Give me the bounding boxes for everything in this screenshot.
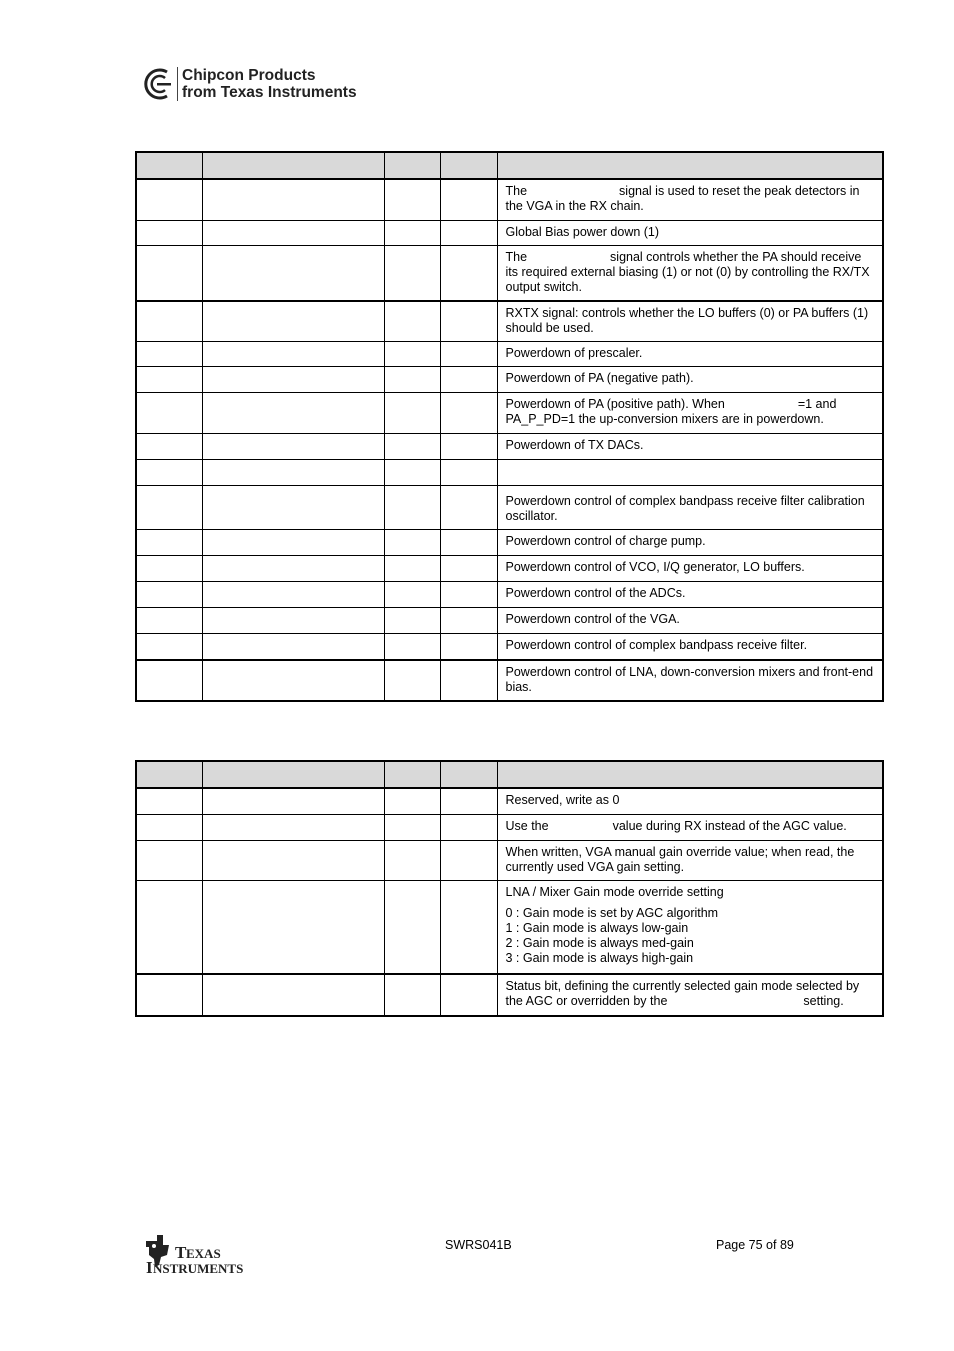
svg-text:I: I	[146, 1258, 153, 1275]
table-row	[136, 367, 883, 393]
empty-cell	[440, 974, 497, 1016]
description-text: setting.	[803, 994, 844, 1008]
table-row	[136, 880, 883, 974]
description-cell	[497, 608, 883, 634]
table-row	[136, 245, 883, 301]
description-cell	[497, 974, 883, 1016]
chipcon-logo-icon	[143, 67, 175, 101]
empty-cell	[202, 530, 384, 556]
empty-cell	[384, 393, 440, 434]
description-text: Powerdown control of charge pump.	[505, 534, 706, 548]
empty-cell	[136, 814, 202, 840]
table-row	[136, 486, 883, 530]
empty-cell	[440, 301, 497, 342]
table-row	[136, 974, 883, 1016]
empty-cell	[136, 179, 202, 220]
empty-cell	[384, 582, 440, 608]
description-cell	[497, 460, 883, 486]
empty-cell	[440, 434, 497, 460]
description-cell	[497, 301, 883, 342]
empty-cell	[384, 220, 440, 245]
description-text: Powerdown control of VCO, I/Q generator, LO buffers.	[505, 560, 805, 574]
empty-cell	[202, 486, 384, 530]
empty-cell	[440, 342, 497, 367]
table-row	[136, 814, 883, 840]
empty-cell	[202, 434, 384, 460]
header-cell	[497, 761, 883, 788]
empty-cell	[440, 582, 497, 608]
table-row	[136, 788, 883, 814]
description-text: Reserved, write as 0	[505, 793, 620, 807]
description-cell	[497, 530, 883, 556]
description-cell	[497, 788, 883, 814]
empty-cell	[136, 634, 202, 660]
header-cell	[136, 761, 202, 788]
empty-cell	[202, 245, 384, 301]
empty-cell	[384, 434, 440, 460]
description-text: Powerdown control of LNA, down-conversion mixers and front-end bias.	[505, 664, 874, 694]
empty-cell	[136, 608, 202, 634]
description-text: When written, VGA manual gain override value; when read, the currently used VGA gain setting.	[505, 844, 855, 874]
page-number: Page 75 of 89	[716, 1238, 794, 1252]
empty-cell	[136, 556, 202, 582]
empty-cell	[202, 608, 384, 634]
empty-cell	[202, 460, 384, 486]
empty-cell	[440, 840, 497, 880]
empty-cell	[384, 974, 440, 1016]
table-row	[136, 608, 883, 634]
table-row	[136, 582, 883, 608]
empty-cell	[136, 660, 202, 701]
description-text: Powerdown control of complex bandpass receive filter.	[505, 638, 808, 652]
table-row	[136, 660, 883, 701]
table-header-row	[136, 152, 883, 179]
description-cell	[497, 486, 883, 530]
empty-cell	[202, 582, 384, 608]
header-cell	[497, 152, 883, 179]
description-text: Powerdown control of complex bandpass receive filter calibration oscillator.	[505, 494, 865, 523]
header-cell	[384, 152, 440, 179]
ti-logo-icon	[143, 1233, 263, 1275]
empty-cell	[384, 660, 440, 701]
register-table-1	[135, 151, 884, 702]
table-row	[136, 634, 883, 660]
table-row	[136, 393, 883, 434]
table-header-row	[136, 761, 883, 788]
empty-cell	[384, 880, 440, 974]
description-cell	[497, 434, 883, 460]
empty-cell	[202, 814, 384, 840]
empty-cell	[384, 342, 440, 367]
description-text: signal is used to reset the peak detectors in the VGA in the RX chain.	[505, 184, 860, 213]
description-cell	[497, 556, 883, 582]
description-text: Powerdown of TX DACs.	[505, 438, 644, 452]
brand-text	[177, 67, 357, 101]
empty-cell	[202, 393, 384, 434]
empty-cell	[202, 634, 384, 660]
description-cell	[497, 634, 883, 660]
description-text: Powerdown of prescaler.	[505, 346, 643, 360]
header-cell	[136, 152, 202, 179]
description-cell	[497, 393, 883, 434]
table-row	[136, 301, 883, 342]
empty-cell	[202, 556, 384, 582]
header-cell	[202, 152, 384, 179]
empty-cell	[384, 460, 440, 486]
empty-cell	[202, 840, 384, 880]
empty-cell	[202, 342, 384, 367]
empty-cell	[384, 530, 440, 556]
empty-cell	[384, 301, 440, 342]
empty-cell	[384, 608, 440, 634]
table-row	[136, 342, 883, 367]
description-cell	[497, 840, 883, 880]
description-cell	[497, 179, 883, 220]
empty-cell	[202, 179, 384, 220]
svg-text:NSTRUMENTS: NSTRUMENTS	[153, 1261, 244, 1275]
description-text: Use the	[505, 818, 549, 833]
svg-text:T: T	[175, 1243, 187, 1262]
empty-cell	[136, 434, 202, 460]
empty-cell	[136, 367, 202, 393]
empty-cell	[440, 245, 497, 301]
empty-cell	[136, 486, 202, 530]
empty-cell	[440, 556, 497, 582]
empty-cell	[202, 788, 384, 814]
description-text: signal controls whether the PA should receive its required external biasing (1) or not (0) by controlling the RX/TX output switch.	[505, 249, 870, 294]
description-text: Global Bias power down (1)	[505, 224, 660, 239]
header-cell	[440, 761, 497, 788]
ti-logo	[143, 1233, 263, 1275]
header-cell	[440, 152, 497, 179]
empty-cell	[202, 220, 384, 245]
description-text: =1 and PA_P_PD=1 the up-conversion mixers are in powerdown.	[505, 397, 837, 426]
empty-cell	[384, 556, 440, 582]
empty-cell	[440, 660, 497, 701]
empty-cell	[440, 880, 497, 974]
description-text: Powerdown of PA (positive path). When	[505, 397, 725, 411]
empty-cell	[440, 220, 497, 245]
description-text: The	[505, 184, 528, 198]
empty-cell	[384, 840, 440, 880]
empty-cell	[440, 460, 497, 486]
empty-cell	[136, 393, 202, 434]
description-text: Powerdown of PA (negative path).	[505, 371, 694, 385]
brand-line2: from Texas Instruments	[182, 84, 357, 101]
empty-cell	[136, 301, 202, 342]
header-cell	[384, 761, 440, 788]
table-row	[136, 530, 883, 556]
description-text: Status bit, defining the currently selected gain mode selected by the AGC or overridden by the	[505, 979, 860, 1008]
description-text: The	[505, 249, 528, 264]
description-cell	[497, 245, 883, 301]
empty-cell	[136, 220, 202, 245]
description-cell	[497, 367, 883, 393]
empty-cell	[136, 788, 202, 814]
description-text: Powerdown control of the ADCs.	[505, 586, 686, 600]
empty-cell	[440, 367, 497, 393]
empty-cell	[440, 530, 497, 556]
brand-line1: Chipcon Products	[182, 67, 316, 84]
svg-text:EXAS: EXAS	[186, 1246, 221, 1261]
description-cell	[497, 660, 883, 701]
empty-cell	[440, 393, 497, 434]
empty-cell	[384, 788, 440, 814]
doc-id: SWRS041B	[445, 1238, 512, 1252]
empty-cell	[136, 245, 202, 301]
description-cell	[497, 220, 883, 245]
empty-cell	[136, 880, 202, 974]
empty-cell	[384, 634, 440, 660]
empty-cell	[440, 814, 497, 840]
empty-cell	[136, 342, 202, 367]
empty-cell	[440, 486, 497, 530]
empty-cell	[384, 245, 440, 301]
empty-cell	[440, 634, 497, 660]
description-cell	[497, 342, 883, 367]
description-cell	[497, 582, 883, 608]
table-row	[136, 220, 883, 245]
empty-cell	[136, 840, 202, 880]
description-text: RXTX signal: controls whether the LO buffers (0) or PA buffers (1) should be used.	[505, 305, 869, 335]
empty-cell	[440, 179, 497, 220]
empty-cell	[440, 608, 497, 634]
description-text: Powerdown control of the VGA.	[505, 612, 680, 626]
table-row	[136, 840, 883, 880]
register-table-2	[135, 760, 884, 1017]
description-paragraph: 0 : Gain mode is set by AGC algorithm 1 : Gain mode is always low-gain 2 : Gain mode is always med-gain 3 : Gain mode is always high-gain	[505, 905, 719, 965]
empty-cell	[136, 582, 202, 608]
empty-cell	[202, 974, 384, 1016]
empty-cell	[202, 301, 384, 342]
header-cell	[202, 761, 384, 788]
empty-cell	[384, 367, 440, 393]
table-row	[136, 179, 883, 220]
table-row	[136, 556, 883, 582]
empty-cell	[202, 367, 384, 393]
empty-cell	[384, 814, 440, 840]
chipcon-logo	[143, 66, 383, 106]
empty-cell	[136, 974, 202, 1016]
description-text: value during RX instead of the AGC value.	[612, 818, 847, 833]
empty-cell	[384, 486, 440, 530]
table-row	[136, 460, 883, 486]
description-paragraph: LNA / Mixer Gain mode override setting	[505, 884, 724, 899]
table-row	[136, 434, 883, 460]
empty-cell	[202, 660, 384, 701]
empty-cell	[136, 530, 202, 556]
empty-cell	[440, 788, 497, 814]
empty-cell	[384, 179, 440, 220]
description-cell	[497, 880, 883, 974]
description-cell	[497, 814, 883, 840]
empty-cell	[136, 460, 202, 486]
empty-cell	[202, 880, 384, 974]
